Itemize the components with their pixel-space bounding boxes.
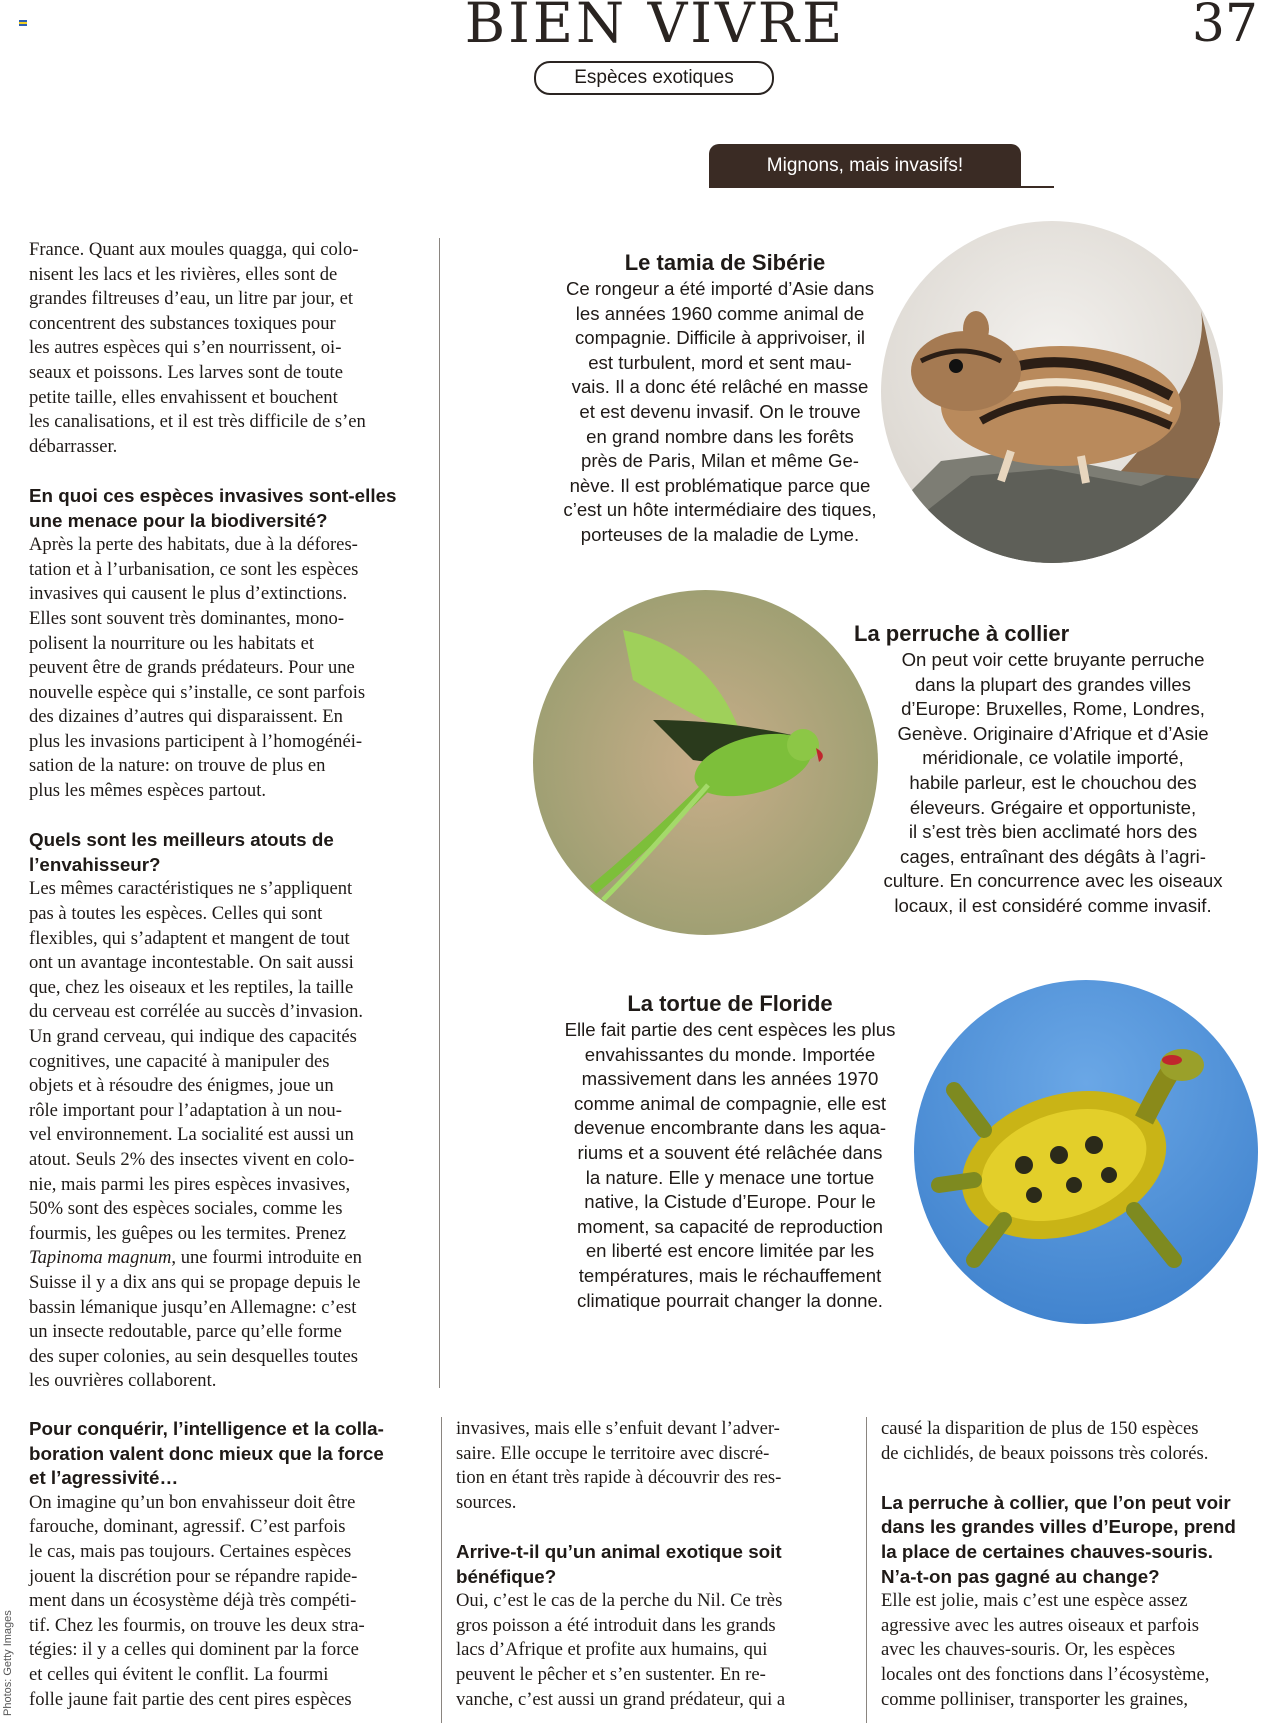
right-column: causé la disparition de plus de 150 espèces de cichlidés, de beaux poissons très colorés. La perruche à collier, que l’on peut voir dans les grandes villes d’Europe, prend la place de certaines chauves-souris. N’a-t-on pas gagné au change? Elle est jolie, mais c’est une espèce assez agressive avec les autres oiseaux et parfois avec les chauves-souris. Or, les espèces locales ont des fonctions dans l’écosystème, comme polliniser, transporter les graines, [866,1417,1280,1723]
question-heading: Quels sont les meilleurs atouts de l’envahisseur? [29,829,334,875]
sidebar-tamia: Le tamia de Sibérie Ce rongeur a été importé d’Asie dans les années 1960 comme animal de compagnie. Difficile à apprivoiser, il est turbulent, mord et sent mau- vais. Il a donc été relâché en masse et est devenu invasif. On le trouve en grand nombre dans les forêts près de Paris, Milan et même Ge- nève. Il est problématique parce que c’est un hôte intermédiaire des tiques, porteuses de la maladie de Lyme. [520,249,920,548]
sidebar-tab: Mignons, mais invasifs! [709,144,1021,186]
parakeet-icon [533,590,878,935]
turtle-photo [914,980,1258,1324]
sidebar-perruche: La perruche à collier On peut voir cette bruyante perruche dans la plupart des grandes villes d’Europe: Bruxelles, Rome, Londres, Genève. Originaire d’Afrique et d’Asie méridionale, ce volatile importé, habile parleur, est le chouchou des éleveurs. Grégaire et opportuniste, il s’est très bien acclimaté hors des cages, entraînant des dégâts à l’agri- culture. En concurrence avec les oiseaux locaux, il est considéré comme invasif. [848,620,1258,919]
page-number: 37 [1191,0,1258,54]
question-heading: La perruche à collier, que l’on peut voir dans les grandes villes d’Europe, prend la place de certaines chauves-souris. N’a-t-on pas gagné au change? [881,1491,1236,1587]
question-heading: Arrive-t-il qu’un animal exotique soit bénéfique? [456,1540,782,1587]
photo-credit: Photos: Getty Images [2,1610,14,1716]
intro-paragraph: France. Quant aux moules quagga, qui colo- nisent les lacs et les rivières, elles sont de grandes filtreuses d’eau, un litre par jour, et concentrent des substances toxiques pour les autres espèces qui s’en nourrissent, oi- seaux et poissons. Les larves sont de toute petite taille, elles envahissent et bouchent les canalisations, et il est très difficile de s’en débarrasser. [29,239,366,457]
species-name: Tapinoma magnum [29,1247,172,1269]
answer-paragraph: Après la perte des habitats, due à la défores- tation et à l’urbanisation, ce sont les espèces invasives qui causent le plus d’extinctions. Elles sont souvent très dominantes, mono- polisent la nourriture ou les habitats et peuvent être de grands prédateurs. Pour une nouvelle espèce qui s’installe, ce sont parfois des dizaines d’autres qui disparaissent. En plus les invasions participent à l’homogénéi- sation de la nature: on trouve de plus en plus les mêmes espèces partout. [29,534,366,802]
sidebar-title: La perruche à collier [854,621,1070,646]
rubric-pill: Espèces exotiques [534,61,774,95]
sidebar-title: Le tamia de Sibérie [624,250,826,275]
parakeet-photo [533,590,878,935]
answer-paragraph: Oui, c’est le cas de la perche du Nil. Ce très gros poisson a été introduit dans les grands lacs d’Afrique et profite aux humains, qui peuvent le pêcher et s’en sustenter. En re- vanche, c’est aussi un grand prédateur, qui a [456,1590,786,1710]
chipmunk-icon [881,221,1223,563]
section-title: BIEN VIVRE [464,0,846,55]
column-divider [439,238,440,1388]
answer-paragraph: On imagine qu’un bon envahisseur doit être farouche, dominant, agressif. C’est parfois le cas, mais pas toujours. Certaines espèces jouent la discrétion pour se répandre rapide- ment dans un écosystème déjà très compéti- tif. Chez les fourmis, on trouve les deux stra- tégies: il y a celles qui dominent par la force et celles qui évitent le conflit. La fourmi folle jaune fait partie des cent pires espèces [29,1491,365,1710]
sidebar-tab-rule [709,186,1054,188]
question-heading: Pour conquérir, l’intelligence et la colla- boration valent donc mieux que la force et l’agressivité… [29,1418,384,1489]
middle-column: invasives, mais elle s’enfuit devant l’adver- saire. Elle occupe le territoire avec discré- tion en étant très rapide à découvrir des res- sources. Arrive-t-il qu’un animal exotique soit bénéfique? Oui, c’est le cas de la perche du Nil. Ce très gros poisson a été introduit dans les grands lacs d’Afrique et profite aux humains, qui peuvent le pêcher et s’en sustenter. En re- vanche, c’est aussi un grand prédateur, qui a [441,1417,886,1723]
chipmunk-photo [881,221,1223,563]
question-heading: En quoi ces espèces invasives sont-elles une menace pour la biodiversité? [29,484,397,531]
answer-paragraph: Elle est jolie, mais c’est une espèce assez agressive avec les autres oiseaux et parfois avec les chauves-souris. Or, les espèces locales ont des fonctions dans l’écosystème, comme polliniser, transporter les graines, [881,1590,1210,1710]
turtle-icon [914,980,1258,1324]
sidebar-title: La tortue de Floride [627,991,833,1016]
left-column [29,238,439,1394]
sidebar-tortue: La tortue de Floride Elle fait partie des cent espèces les plus envahissantes du monde. Importée massivement dans les années 1970 comme animal de compagnie, elle est devenue encombrante dans les aqua- riums et a souvent été relâchée dans la nature. Elle y menace une tortue native, la Cistude d’Europe. Pour le moment, sa capacité de reproduction en liberté est encore limitée par les températures, mais le réchauffement climatique pourrait changer la donne. [530,990,930,1313]
left-column-bottom [29,1417,439,1712]
answer-paragraph: Les mêmes caractéristiques ne s’appliquent pas à toutes les espèces. Celles qui sont flexibles, qui s’adaptent et mangent de tout ont un avantage incontestable. On sait aussi que, chez les oiseaux et les reptiles, la taille du cerveau est corrélée au succès d’invasion. Un grand cerveau, qui indique des capacités cognitives, une capacité à manipuler des objets et à résoudre des énigmes, joue un rôle important pour l’adaptation à un nou- vel environnement. La socialité est aussi un atout. Seuls 2% des insectes vivent en colo- nie, mais parmi les pires espèces invasives, 50% sont des espèces sociales, comme les fourmis, les guêpes ou les termites. Prenez Tapinoma magnum, une fourmi introduite en Suisse il y a dix ans qui se propage depuis le bassin lémanique jusqu’en Allemagne: c’est un insecte redoutable, parce qu’elle forme des super colonies, au sein desquelles toutes les ouvrières collaborent. [29,878,364,1392]
